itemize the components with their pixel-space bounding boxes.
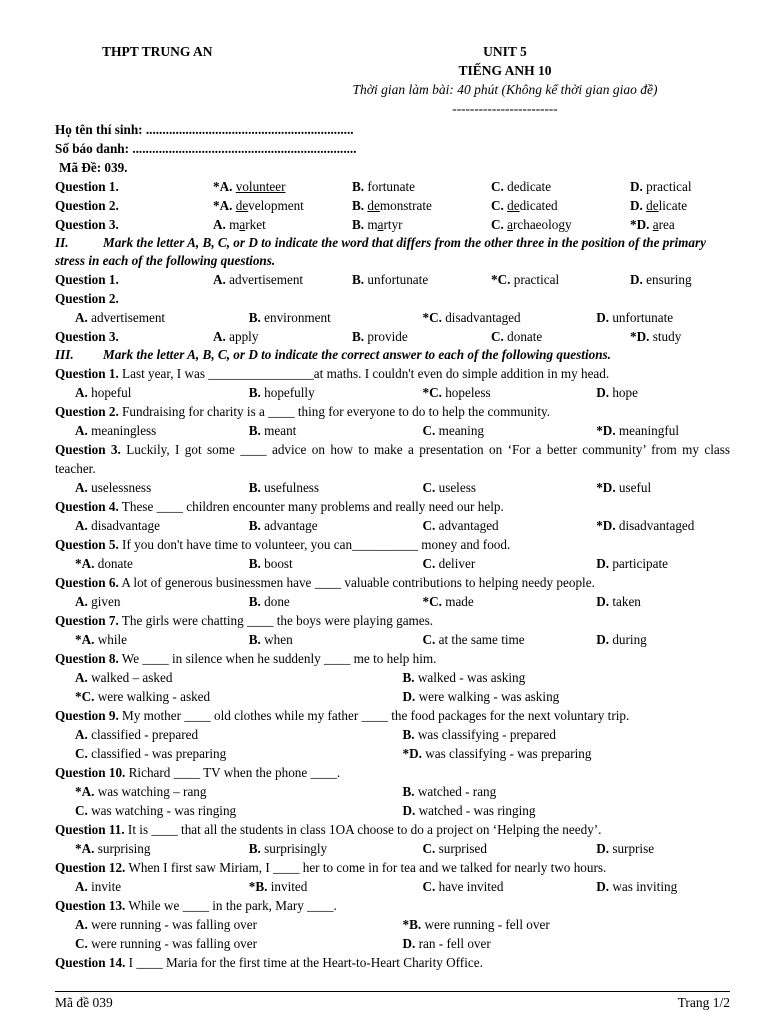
- question-label: Question 7.: [55, 613, 119, 628]
- option-c: C. deliver: [422, 556, 476, 571]
- options-row: [55, 744, 730, 763]
- question-6: [55, 573, 730, 592]
- s1-question-3: [55, 215, 730, 234]
- exam-header: [55, 42, 730, 120]
- question-10: [55, 763, 730, 782]
- option-a: *A. while: [75, 632, 128, 647]
- student-id-line: Số báo danh: ....................................................................: [55, 141, 357, 156]
- option-d: D. watched - was ringing: [402, 803, 536, 818]
- options-row: [55, 877, 730, 896]
- option-d: D. practical: [630, 179, 692, 194]
- option-d: D. were walking - was asking: [402, 689, 560, 704]
- question-8: [55, 649, 730, 668]
- subject-title: TIẾNG ANH 10: [458, 63, 552, 78]
- options-row: [55, 630, 730, 649]
- option-b: B. demonstrate: [352, 198, 432, 213]
- question-label: Question 14.: [55, 955, 126, 970]
- option-b: B. provide: [352, 329, 408, 344]
- option-b: B. environment: [248, 310, 331, 325]
- student-name-line: Họ tên thí sinh: ...............................................................: [55, 122, 354, 137]
- option-a: A. market: [213, 217, 266, 232]
- question-label: Question 2.: [55, 291, 119, 306]
- option-d: D. delicate: [630, 198, 688, 213]
- option-c: C. were running - was falling over: [75, 936, 258, 951]
- option-a: A. hopeful: [75, 385, 132, 400]
- option-b: B. boost: [248, 556, 293, 571]
- option-b: B. meant: [248, 423, 297, 438]
- option-c: C. archaeology: [491, 217, 572, 232]
- option-c: C. was watching - was ringing: [75, 803, 237, 818]
- option-b: B. fortunate: [352, 179, 415, 194]
- question-label: Question 3.: [55, 442, 121, 457]
- option-c: C. surprised: [422, 841, 487, 856]
- option-c: C. advantaged: [422, 518, 499, 533]
- options-row: [55, 421, 730, 440]
- option-b: B. watched - rang: [402, 784, 497, 799]
- options-row: [55, 934, 730, 953]
- options-row: [55, 383, 730, 402]
- question-4: [55, 497, 730, 516]
- option-a: *A. volunteer: [213, 179, 286, 194]
- option-b: B. hopefully: [248, 385, 315, 400]
- question-text: Richard ____ TV when the phone ____.: [125, 765, 341, 780]
- options-row: [55, 592, 730, 611]
- option-b: B. surprisingly: [248, 841, 328, 856]
- option-d: *D. was classifying - was preparing: [402, 746, 592, 761]
- option-a: A. invite: [75, 879, 122, 894]
- footer-divider: [55, 991, 730, 992]
- question-label: Question 2.: [55, 198, 119, 213]
- option-b: B. done: [248, 594, 290, 609]
- question-label: Question 1.: [55, 272, 119, 287]
- question-text: While we ____ in the park, Mary ____.: [125, 898, 337, 913]
- question-label: Question 5.: [55, 537, 119, 552]
- question-label: Question 1.: [55, 179, 119, 194]
- question-label: Question 6.: [55, 575, 119, 590]
- option-c: *C. hopeless: [422, 385, 491, 400]
- time-note: Thời gian làm bài: 40 phút (Không kể thời gian giao đề): [352, 82, 658, 97]
- option-d: *D. useful: [596, 480, 652, 495]
- question-label: Question 8.: [55, 651, 119, 666]
- question-text: I ____ Maria for the first time at the Heart-to-Heart Charity Office.: [125, 955, 483, 970]
- question-label: Question 12.: [55, 860, 126, 875]
- question-11: [55, 820, 730, 839]
- s1-question-1: [55, 177, 730, 196]
- header-divider: ------------------------: [452, 101, 558, 116]
- options-row: [55, 554, 730, 573]
- option-b: *B. invited: [248, 879, 308, 894]
- question-text: When I first saw Miriam, I ____ her to come in for tea and we talked for nearly two hours.: [125, 860, 607, 875]
- option-a: A. given: [75, 594, 121, 609]
- question-5: [55, 535, 730, 554]
- option-d: D. taken: [596, 594, 641, 609]
- question-text: The girls were chatting ____ the boys were playing games.: [118, 613, 434, 628]
- question-label: Question 13.: [55, 898, 126, 913]
- option-a: A. uselessness: [75, 480, 152, 495]
- question-list: [55, 364, 730, 972]
- section-2-instruction: II. Mark the letter A, B, C, or D to indicate the word that differs from the other three in the position of the primary stress in each of the following questions.: [55, 235, 707, 268]
- header-right: [315, 42, 695, 118]
- question-text: If you don't have time to volunteer, you can__________ money and food.: [118, 537, 511, 552]
- option-d: *D. meaningful: [596, 423, 679, 438]
- option-d: D. was inviting: [596, 879, 678, 894]
- question-7: [55, 611, 730, 630]
- option-a: *A. was watching – rang: [75, 784, 207, 799]
- option-c: *C. were walking - asked: [75, 689, 211, 704]
- option-c: C. dedicated: [491, 198, 558, 213]
- option-c: C. classified - was preparing: [75, 746, 227, 761]
- exam-page: [55, 42, 730, 972]
- s2-question-2-options: [55, 308, 730, 327]
- question-12: [55, 858, 730, 877]
- option-d: D. unfortunate: [596, 310, 674, 325]
- question-3: [55, 440, 730, 478]
- option-d: *D. area: [630, 217, 675, 232]
- option-a: *A. donate: [75, 556, 133, 571]
- option-b: B. unfortunate: [352, 272, 429, 287]
- question-9: [55, 706, 730, 725]
- option-d: *D. study: [630, 329, 682, 344]
- options-row: [55, 782, 730, 801]
- section-3-instruction: III. Mark the letter A, B, C, or D to indicate the correct answer to each of the following questions.: [55, 347, 611, 362]
- option-d: D. surprise: [596, 841, 655, 856]
- option-c: C. meaning: [422, 423, 485, 438]
- question-text: It is ____ that all the students in class 1OA choose to do a project on ‘Helping the needy’.: [124, 822, 602, 837]
- question-label: Question 3.: [55, 217, 119, 232]
- option-a: A. classified - prepared: [75, 727, 199, 742]
- footer-page-number: Trang 1/2: [677, 995, 730, 1010]
- option-a: A. meaningless: [75, 423, 157, 438]
- options-row: [55, 687, 730, 706]
- options-row: [55, 801, 730, 820]
- option-c: *C. disadvantaged: [422, 310, 521, 325]
- options-row: [55, 668, 730, 687]
- question-text: Luckily, I got some ____ advice on how to make a presentation on ‘For a better community’ from my class teacher.: [55, 442, 730, 476]
- s2-question-1: [55, 270, 730, 289]
- question-14: [55, 953, 730, 972]
- question-label: Question 11.: [55, 822, 125, 837]
- question-label: Question 1.: [55, 366, 119, 381]
- question-13: [55, 896, 730, 915]
- option-a: A. advertisement: [213, 272, 304, 287]
- s1-question-2: [55, 196, 730, 215]
- option-a: A. advertisement: [75, 310, 166, 325]
- question-text: Last year, I was ________________at maths. I couldn't even do simple addition in my head.: [118, 366, 610, 381]
- option-c: C. dedicate: [491, 179, 552, 194]
- option-c: C. donate: [491, 329, 543, 344]
- options-row: [55, 839, 730, 858]
- question-label: Question 3.: [55, 329, 119, 344]
- s2-question-3: [55, 327, 730, 346]
- option-a: A. apply: [213, 329, 259, 344]
- option-b: B. walked - was asking: [402, 670, 526, 685]
- exam-code: Mã Đề: 039.: [59, 160, 128, 175]
- option-c: C. have invited: [422, 879, 504, 894]
- option-b: B. usefulness: [248, 480, 320, 495]
- option-b: B. martyr: [352, 217, 403, 232]
- question-text: These ____ children encounter many problems and really need our help.: [118, 499, 504, 514]
- options-row: [55, 516, 730, 535]
- option-a: A. were running - was falling over: [75, 917, 258, 932]
- option-a: A. walked – asked: [75, 670, 173, 685]
- question-label: Question 2.: [55, 404, 119, 419]
- option-c: *C. practical: [491, 272, 560, 287]
- option-a: *A. surprising: [75, 841, 151, 856]
- option-b: B. when: [248, 632, 293, 647]
- question-label: Question 4.: [55, 499, 119, 514]
- question-label: Question 10.: [55, 765, 126, 780]
- option-c: C. useless: [422, 480, 476, 495]
- footer-exam-code: Mã đề 039: [55, 995, 113, 1010]
- options-row: [55, 915, 730, 934]
- option-d: D. during: [596, 632, 647, 647]
- question-text: We ____ in silence when he suddenly ____ me to help him.: [118, 651, 437, 666]
- question-1: [55, 364, 730, 383]
- option-b: *B. were running - fell over: [402, 917, 550, 932]
- option-d: D. ran - fell over: [402, 936, 491, 951]
- question-2: [55, 402, 730, 421]
- question-text: My mother ____ old clothes while my father ____ the food packages for the next voluntary trip.: [118, 708, 630, 723]
- option-d: *D. disadvantaged: [596, 518, 695, 533]
- school-name: THPT TRUNG AN: [102, 44, 213, 59]
- option-c: C. at the same time: [422, 632, 525, 647]
- option-d: D. ensuring: [630, 272, 692, 287]
- option-b: B. was classifying - prepared: [402, 727, 556, 742]
- unit-title: UNIT 5: [483, 44, 527, 59]
- option-b: B. advantage: [248, 518, 318, 533]
- option-d: D. hope: [596, 385, 638, 400]
- option-d: D. participate: [596, 556, 668, 571]
- question-label: Question 9.: [55, 708, 119, 723]
- question-text: A lot of generous businessmen have ____ valuable contributions to helping needy people.: [118, 575, 595, 590]
- options-row: [55, 478, 730, 497]
- options-row: [55, 725, 730, 744]
- option-c: *C. made: [422, 594, 474, 609]
- option-a: *A. development: [213, 198, 304, 213]
- question-text: Fundraising for charity is a ____ thing for everyone to do to help the community.: [118, 404, 551, 419]
- option-a: A. disadvantage: [75, 518, 160, 533]
